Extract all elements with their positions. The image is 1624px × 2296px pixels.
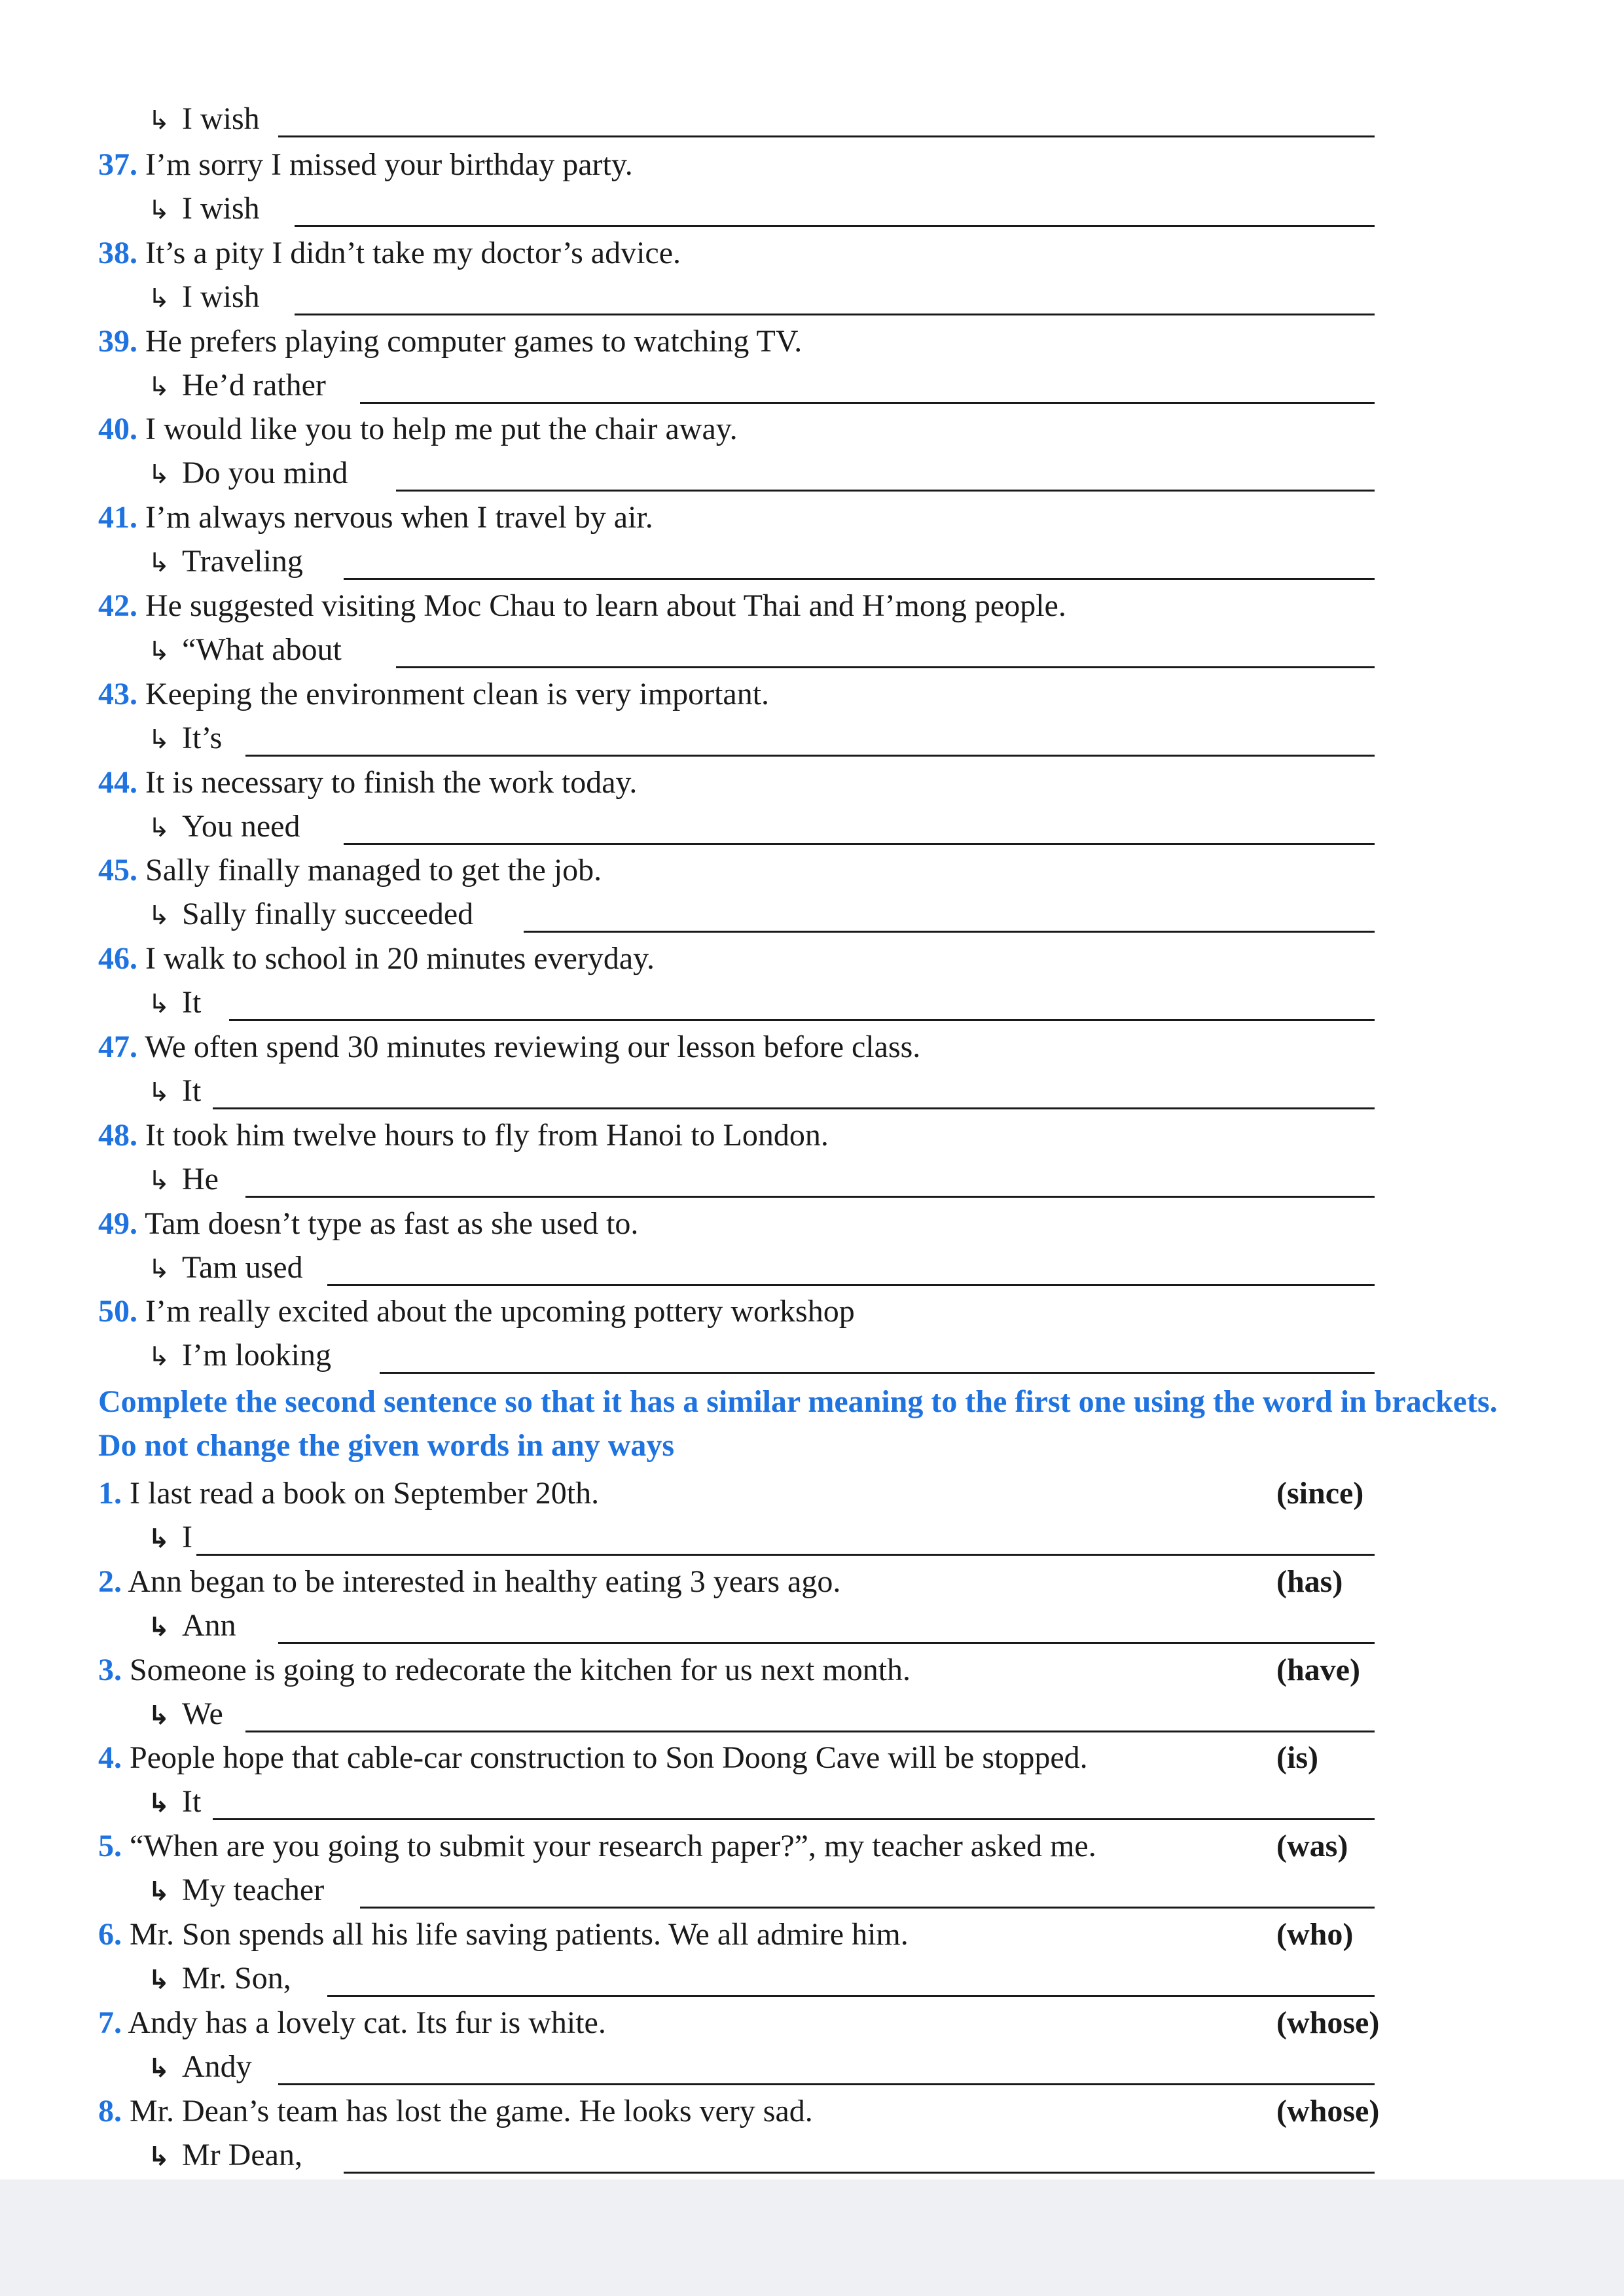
- arrow-icon: ↳: [148, 1700, 170, 1731]
- answer-prompt: ↳ I: [148, 1516, 192, 1560]
- question-number: 45.: [98, 853, 137, 888]
- answer-blank[interactable]: [380, 1372, 1375, 1374]
- question-number: 42.: [98, 588, 137, 623]
- question-item: [98, 762, 637, 804]
- answer-blank[interactable]: [196, 1554, 1375, 1556]
- arrow-icon: ↳: [148, 1342, 170, 1372]
- question-number: 7.: [98, 2005, 122, 2040]
- keyword-hint: (is): [1276, 1740, 1318, 1776]
- question-number: 5.: [98, 1829, 122, 1864]
- question-number: 3.: [98, 1652, 122, 1687]
- arrow-icon: ↳: [148, 1165, 170, 1196]
- question-item: [98, 144, 633, 186]
- question-number: 46.: [98, 941, 137, 977]
- arrow-icon: ↳: [148, 1788, 170, 1819]
- answer-prompt: ↳ I wish: [148, 188, 260, 231]
- arrow-icon: ↳: [148, 2053, 170, 2083]
- question-text: It is necessary to finish the work today.: [145, 764, 638, 800]
- answer-prompt: ↳ Mr. Son,: [148, 1958, 291, 2001]
- question-text: I would like you to help me put the chair away.: [145, 412, 738, 447]
- question-text: He prefers playing computer games to watching TV.: [145, 323, 803, 359]
- arrow-icon: ↳: [148, 371, 170, 402]
- question-number: 50.: [98, 1294, 137, 1329]
- question-text: I last read a book on September 20th.: [130, 1476, 600, 1511]
- answer-blank[interactable]: [344, 578, 1375, 580]
- question-item: [98, 1291, 855, 1333]
- question-number: 40.: [98, 412, 137, 447]
- rewrite-item: [98, 1649, 911, 1691]
- question-text: I’m sorry I missed your birthday party.: [145, 147, 633, 182]
- arrow-icon: ↳: [148, 548, 170, 579]
- answer-prompt: ↳ Tam used: [148, 1247, 303, 1290]
- answer-blank[interactable]: [278, 135, 1375, 137]
- question-text: Someone is going to redecorate the kitchen for us next month.: [130, 1652, 911, 1687]
- answer-blank[interactable]: [360, 402, 1375, 404]
- question-item: [98, 232, 681, 274]
- answer-prompt: ↳ It’s: [148, 717, 222, 761]
- arrow-icon: ↳: [148, 1965, 170, 1995]
- answer-prompt: ↳ Sally finally succeeded: [148, 893, 473, 937]
- question-number: 49.: [98, 1206, 137, 1241]
- question-text: I walk to school in 20 minutes everyday.: [145, 941, 655, 977]
- rewrite-item: [98, 1473, 599, 1515]
- question-text: Mr. Dean’s team has lost the game. He looks very sad.: [130, 2093, 813, 2128]
- rewrite-item: [98, 1825, 1096, 1867]
- question-text: I’m really excited about the upcoming pottery workshop: [145, 1294, 855, 1329]
- arrow-icon: ↳: [148, 812, 170, 843]
- question-text: Tam doesn’t type as fast as she used to.: [145, 1206, 639, 1241]
- question-number: 48.: [98, 1117, 137, 1153]
- question-item: [98, 408, 738, 450]
- question-number: 2.: [98, 1564, 122, 1599]
- arrow-icon: ↳: [148, 901, 170, 931]
- question-item: [98, 1115, 829, 1157]
- answer-prompt: ↳ “What about: [148, 629, 342, 672]
- rewrite-item: [98, 1737, 1088, 1779]
- answer-blank[interactable]: [245, 755, 1375, 757]
- answer-blank[interactable]: [229, 1019, 1375, 1021]
- rewrite-item: [98, 2090, 813, 2132]
- question-item: [98, 1026, 920, 1068]
- answer-prompt: ↳ Traveling: [148, 541, 303, 584]
- question-item: [98, 585, 1066, 627]
- answer-prompt: ↳ Mr Dean,: [148, 2134, 302, 2178]
- answer-prompt: ↳ We: [148, 1693, 223, 1736]
- arrow-icon: ↳: [148, 724, 170, 755]
- question-text: Ann began to be interested in healthy eating 3 years ago.: [128, 1564, 841, 1599]
- question-text: Andy has a lovely cat. Its fur is white.: [128, 2005, 606, 2040]
- answer-prompt: ↳ He’d rather: [148, 365, 326, 408]
- answer-prompt: ↳ He: [148, 1158, 219, 1202]
- question-number: 4.: [98, 1740, 122, 1776]
- answer-blank[interactable]: [327, 1284, 1375, 1286]
- arrow-icon: ↳: [148, 1876, 170, 1907]
- question-number: 1.: [98, 1476, 122, 1511]
- answer-blank[interactable]: [278, 2083, 1375, 2085]
- question-text: We often spend 30 minutes reviewing our lesson before class.: [145, 1030, 921, 1064]
- answer-prompt: ↳ It: [148, 1781, 201, 1824]
- answer-blank[interactable]: [278, 1642, 1375, 1644]
- question-text: I’m always nervous when I travel by air.: [145, 500, 653, 535]
- keyword-hint: (has): [1276, 1564, 1343, 1599]
- answer-blank[interactable]: [295, 314, 1375, 315]
- question-item: [98, 1203, 638, 1245]
- arrow-icon: ↳: [148, 636, 170, 666]
- answer-blank[interactable]: [245, 1731, 1375, 1732]
- keyword-hint: (was): [1276, 1829, 1348, 1864]
- question-text: Mr. Son spends all his life saving patients. We all admire him.: [130, 1917, 909, 1952]
- arrow-icon: ↳: [148, 283, 170, 314]
- section-heading: Complete the second sentence so that it has a similar meaning to the first one using the word in brackets. Do not change the given words in any ways: [98, 1384, 1498, 1463]
- answer-prompt: ↳ Ann: [148, 1605, 236, 1648]
- question-number: 47.: [98, 1030, 137, 1064]
- keyword-hint: (whose): [1276, 2005, 1380, 2040]
- arrow-icon: ↳: [148, 1077, 170, 1107]
- question-number: 37.: [98, 147, 137, 182]
- question-text: Keeping the environment clean is very important.: [145, 676, 770, 711]
- arrow-icon: ↳: [148, 1253, 170, 1284]
- question-item: [98, 850, 602, 891]
- question-number: 6.: [98, 1917, 122, 1952]
- answer-blank[interactable]: [524, 931, 1375, 933]
- question-number: 38.: [98, 235, 137, 270]
- question-item: [98, 673, 769, 715]
- arrow-icon: ↳: [148, 989, 170, 1020]
- page-footer-band: [0, 2179, 1624, 2296]
- arrow-icon: ↳: [148, 2141, 170, 2172]
- answer-prompt: ↳ I’m looking: [148, 1335, 331, 1378]
- arrow-icon: ↳: [148, 459, 170, 490]
- answer-prompt: ↳ I wish: [148, 98, 260, 141]
- arrow-icon: ↳: [148, 195, 170, 225]
- answer-blank[interactable]: [396, 490, 1375, 492]
- answer-prompt: ↳ Andy: [148, 2046, 252, 2089]
- question-text: It’s a pity I didn’t take my doctor’s advice.: [145, 235, 681, 270]
- answer-blank[interactable]: [344, 843, 1375, 845]
- question-text: He suggested visiting Moc Chau to learn about Thai and H’mong people.: [145, 588, 1066, 623]
- rewrite-item: [98, 1561, 840, 1603]
- question-number: 41.: [98, 500, 137, 535]
- answer-prompt: ↳ It: [148, 982, 201, 1025]
- question-text: Sally finally managed to get the job.: [145, 853, 602, 888]
- keyword-hint: (who): [1276, 1917, 1354, 1952]
- answer-prompt: ↳ Do you mind: [148, 452, 348, 495]
- answer-blank[interactable]: [213, 1818, 1375, 1820]
- keyword-hint: (have): [1276, 1652, 1360, 1687]
- rewrite-item: [98, 1914, 909, 1956]
- question-item: [98, 321, 802, 363]
- answer-prompt: ↳ My teacher: [148, 1869, 324, 1912]
- question-number: 43.: [98, 676, 137, 711]
- answer-blank[interactable]: [360, 1907, 1375, 1909]
- rewrite-item: [98, 2002, 606, 2044]
- question-number: 39.: [98, 323, 137, 359]
- answer-prompt: ↳ I wish: [148, 276, 260, 319]
- answer-blank[interactable]: [344, 2172, 1375, 2174]
- arrow-icon: ↳: [148, 105, 170, 135]
- answer-blank[interactable]: [327, 1995, 1375, 1997]
- question-number: 8.: [98, 2093, 122, 2128]
- question-item: [98, 497, 653, 539]
- question-text: It took him twelve hours to fly from Hanoi to London.: [145, 1117, 829, 1153]
- question-text: People hope that cable-car construction to Son Doong Cave will be stopped.: [130, 1740, 1088, 1776]
- answer-blank[interactable]: [295, 225, 1375, 227]
- answer-prompt: ↳ It: [148, 1070, 201, 1113]
- answer-blank[interactable]: [245, 1196, 1375, 1198]
- answer-blank[interactable]: [396, 666, 1375, 668]
- keyword-hint: (whose): [1276, 2093, 1380, 2128]
- keyword-hint: (since): [1276, 1476, 1364, 1511]
- question-number: 44.: [98, 764, 137, 800]
- question-text: “When are you going to submit your research paper?”, my teacher asked me.: [130, 1829, 1096, 1864]
- question-item: [98, 938, 655, 980]
- arrow-icon: ↳: [148, 1611, 170, 1642]
- answer-prompt: ↳ You need: [148, 806, 300, 849]
- answer-blank[interactable]: [213, 1107, 1375, 1109]
- arrow-icon: ↳: [148, 1524, 170, 1554]
